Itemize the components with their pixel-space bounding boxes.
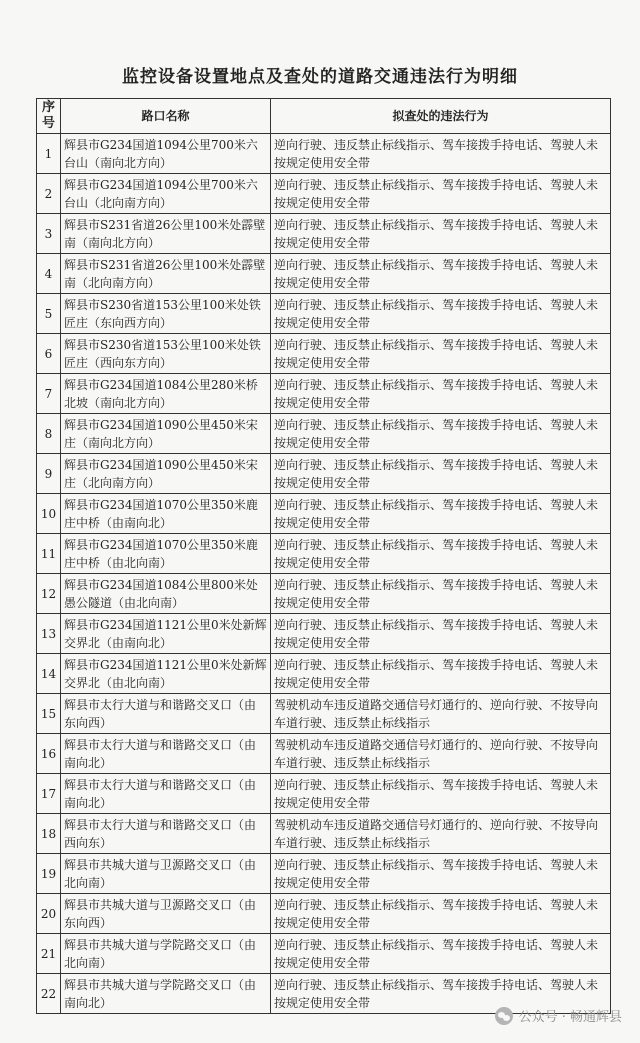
violations-cell: 逆向行驶、违反禁止标线指示、驾车接拨手持电话、驾驶人未按规定使用安全带 xyxy=(271,294,611,334)
table-header xyxy=(37,99,611,134)
wechat-icon xyxy=(495,1007,513,1025)
violations-cell: 逆向行驶、违反禁止标线指示、驾车接拨手持电话、驾驶人未按规定使用安全带 xyxy=(271,334,611,374)
table-row xyxy=(37,294,611,334)
road-name-cell: 辉县市G234国道1070公里350米鹿庄中桥（由北向南） xyxy=(61,534,271,574)
header-violations: 拟查处的违法行为 xyxy=(271,99,611,134)
row-number: 9 xyxy=(37,454,61,494)
table-row xyxy=(37,134,611,174)
row-number: 21 xyxy=(37,934,61,974)
row-number: 2 xyxy=(37,174,61,214)
road-name-cell: 辉县市S230省道153公里100米处铁匠庄（东向西方向） xyxy=(61,294,271,334)
violations-cell: 驾驶机动车违反道路交通信号灯通行的、逆向行驶、不按导向车道行驶、违反禁止标线指示 xyxy=(271,734,611,774)
table-row xyxy=(37,694,611,734)
row-number: 17 xyxy=(37,774,61,814)
road-name-cell: 辉县市共城大道与学院路交叉口（由南向北） xyxy=(61,974,271,1014)
violations-cell: 逆向行驶、违反禁止标线指示、驾车接拨手持电话、驾驶人未按规定使用安全带 xyxy=(271,134,611,174)
table-row xyxy=(37,494,611,534)
header-no: 序号 xyxy=(37,99,61,134)
violations-cell: 逆向行驶、违反禁止标线指示、驾车接拨手持电话、驾驶人未按规定使用安全带 xyxy=(271,614,611,654)
header-road: 路口名称 xyxy=(61,99,271,134)
road-name-cell: 辉县市S231省道26公里100米处霹壁南（北向南方向） xyxy=(61,254,271,294)
table-row xyxy=(37,454,611,494)
road-name-cell: 辉县市G234国道1090公里450米宋庄（北向南方向） xyxy=(61,454,271,494)
table-row xyxy=(37,214,611,254)
violations-cell: 逆向行驶、违反禁止标线指示、驾车接拨手持电话、驾驶人未按规定使用安全带 xyxy=(271,934,611,974)
table-row xyxy=(37,854,611,894)
violations-cell: 逆向行驶、违反禁止标线指示、驾车接拨手持电话、驾驶人未按规定使用安全带 xyxy=(271,494,611,534)
violations-cell: 逆向行驶、违反禁止标线指示、驾车接拨手持电话、驾驶人未按规定使用安全带 xyxy=(271,854,611,894)
table-row xyxy=(37,574,611,614)
road-name-cell: 辉县市G234国道1090公里450米宋庄（南向北方向） xyxy=(61,414,271,454)
violations-cell: 逆向行驶、违反禁止标线指示、驾车接拨手持电话、驾驶人未按规定使用安全带 xyxy=(271,574,611,614)
road-name-cell: 辉县市G234国道1084公里280米桥北坡（南向北方向） xyxy=(61,374,271,414)
row-number: 18 xyxy=(37,814,61,854)
violations-cell: 逆向行驶、违反禁止标线指示、驾车接拨手持电话、驾驶人未按规定使用安全带 xyxy=(271,774,611,814)
table-row xyxy=(37,814,611,854)
road-name-cell: 辉县市S230省道153公里100米处铁匠庄（西向东方向） xyxy=(61,334,271,374)
table-row xyxy=(37,374,611,414)
road-name-cell: 辉县市太行大道与和谐路交叉口（由西向东） xyxy=(61,814,271,854)
violations-cell: 逆向行驶、违反禁止标线指示、驾车接拨手持电话、驾驶人未按规定使用安全带 xyxy=(271,654,611,694)
table-row xyxy=(37,534,611,574)
violations-cell: 逆向行驶、违反禁止标线指示、驾车接拨手持电话、驾驶人未按规定使用安全带 xyxy=(271,174,611,214)
road-name-cell: 辉县市G234国道1121公里0米处新辉交界北（由北向南） xyxy=(61,654,271,694)
table-row xyxy=(37,774,611,814)
road-name-cell: 辉县市太行大道与和谐路交叉口（由南向北） xyxy=(61,734,271,774)
road-name-cell: 辉县市太行大道与和谐路交叉口（由东向西） xyxy=(61,694,271,734)
row-number: 16 xyxy=(37,734,61,774)
row-number: 12 xyxy=(37,574,61,614)
violations-cell: 逆向行驶、违反禁止标线指示、驾车接拨手持电话、驾驶人未按规定使用安全带 xyxy=(271,414,611,454)
table-row xyxy=(37,734,611,774)
road-name-cell: 辉县市共城大道与卫源路交叉口（由东向西） xyxy=(61,894,271,934)
row-number: 4 xyxy=(37,254,61,294)
violations-cell: 逆向行驶、违反禁止标线指示、驾车接拨手持电话、驾驶人未按规定使用安全带 xyxy=(271,454,611,494)
row-number: 13 xyxy=(37,614,61,654)
violations-table-container xyxy=(36,98,610,1014)
row-number: 19 xyxy=(37,854,61,894)
row-number: 10 xyxy=(37,494,61,534)
table-row xyxy=(37,934,611,974)
violations-cell: 逆向行驶、违反禁止标线指示、驾车接拨手持电话、驾驶人未按规定使用安全带 xyxy=(271,374,611,414)
row-number: 6 xyxy=(37,334,61,374)
table-row xyxy=(37,654,611,694)
road-name-cell: 辉县市G234国道1094公里700米六台山（北向南方向） xyxy=(61,174,271,214)
row-number: 11 xyxy=(37,534,61,574)
row-number: 3 xyxy=(37,214,61,254)
table-row xyxy=(37,894,611,934)
road-name-cell: 辉县市G234国道1094公里700米六台山（南向北方向） xyxy=(61,134,271,174)
table-row xyxy=(37,174,611,214)
row-number: 1 xyxy=(37,134,61,174)
violations-table xyxy=(36,98,611,1014)
violations-cell: 逆向行驶、违反禁止标线指示、驾车接拨手持电话、驾驶人未按规定使用安全带 xyxy=(271,894,611,934)
violations-cell: 驾驶机动车违反道路交通信号灯通行的、逆向行驶、不按导向车道行驶、违反禁止标线指示 xyxy=(271,814,611,854)
violations-cell: 驾驶机动车违反道路交通信号灯通行的、逆向行驶、不按导向车道行驶、违反禁止标线指示 xyxy=(271,694,611,734)
table-row xyxy=(37,414,611,454)
road-name-cell: 辉县市G234国道1070公里350米鹿庄中桥（由南向北） xyxy=(61,494,271,534)
row-number: 20 xyxy=(37,894,61,934)
road-name-cell: 辉县市G234国道1121公里0米处新辉交界北（由南向北） xyxy=(61,614,271,654)
table-body xyxy=(37,134,611,1014)
watermark-text: 公众号 · 畅通辉县 xyxy=(518,1010,622,1025)
watermark xyxy=(495,1006,622,1025)
road-name-cell: 辉县市S231省道26公里100米处霹壁南（南向北方向） xyxy=(61,214,271,254)
violations-cell: 逆向行驶、违反禁止标线指示、驾车接拨手持电话、驾驶人未按规定使用安全带 xyxy=(271,534,611,574)
road-name-cell: 辉县市共城大道与卫源路交叉口（由北向南） xyxy=(61,854,271,894)
table-row xyxy=(37,614,611,654)
road-name-cell: 辉县市太行大道与和谐路交叉口（由南向北） xyxy=(61,774,271,814)
row-number: 7 xyxy=(37,374,61,414)
table-row xyxy=(37,334,611,374)
violations-cell: 逆向行驶、违反禁止标线指示、驾车接拨手持电话、驾驶人未按规定使用安全带 xyxy=(271,214,611,254)
road-name-cell: 辉县市G234国道1084公里800米处愚公隧道（由北向南） xyxy=(61,574,271,614)
row-number: 5 xyxy=(37,294,61,334)
row-number: 14 xyxy=(37,654,61,694)
violations-cell: 逆向行驶、违反禁止标线指示、驾车接拨手持电话、驾驶人未按规定使用安全带 xyxy=(271,254,611,294)
table-row xyxy=(37,254,611,294)
row-number: 8 xyxy=(37,414,61,454)
row-number: 22 xyxy=(37,974,61,1014)
violations-cell: 逆向行驶、违反禁止标线指示、驾车接拨手持电话、驾驶人未按规定使用安全带 xyxy=(271,974,611,1014)
document-title: 监控设备设置地点及查处的道路交通违法行为明细 xyxy=(122,67,518,87)
road-name-cell: 辉县市共城大道与学院路交叉口（由北向南） xyxy=(61,934,271,974)
row-number: 15 xyxy=(37,694,61,734)
